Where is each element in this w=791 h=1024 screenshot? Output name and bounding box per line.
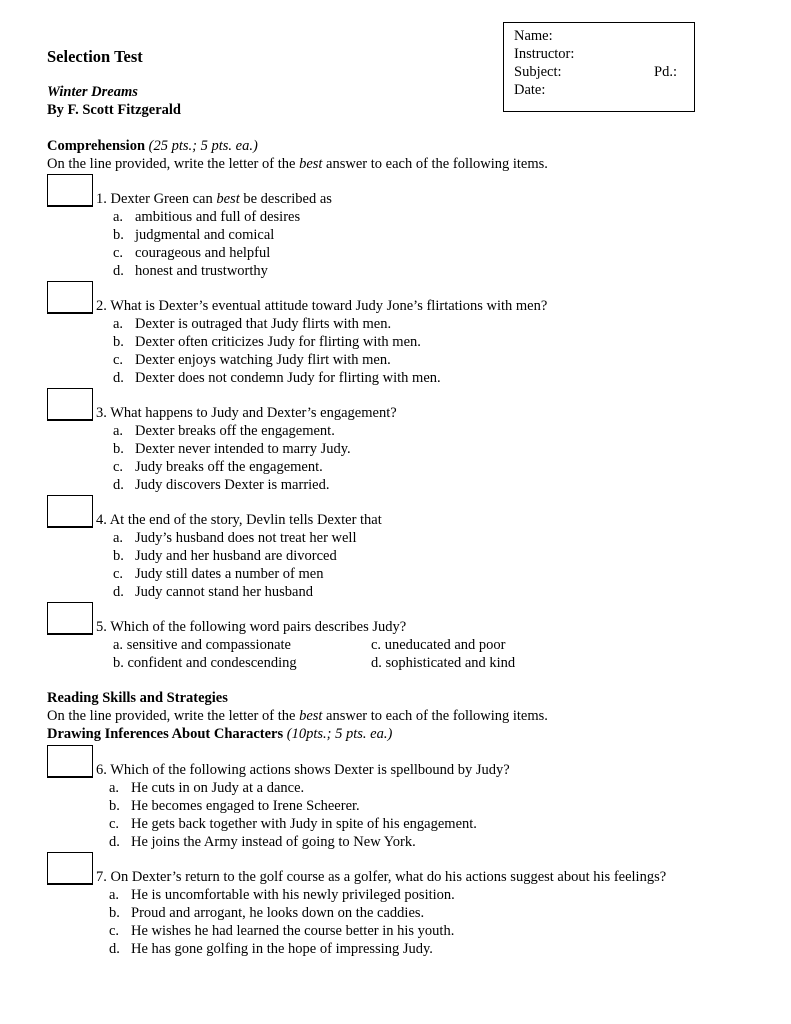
answer-line-7 [47,884,93,885]
question-2-option-d: d. Dexter does not condemn Judy for flirting with men. [113,370,441,386]
answer-box-4[interactable] [47,495,93,527]
question-2-option-b: b. Dexter often criticizes Judy for flirting with men. [113,334,421,350]
question-4-option-d: d. Judy cannot stand her husband [113,584,313,600]
question-5-option-d: d. sophisticated and kind [371,655,516,671]
reading-skills-instructions: On the line provided, write the letter of the best answer to each of the following items. [47,708,548,724]
question-4-option-a: a. Judy’s husband does not treat her well [113,530,357,546]
question-3-option-d: d. Judy discovers Dexter is married. [113,477,330,493]
reading-skills-heading: Reading Skills and Strategies [47,690,228,706]
question-1-option-c: c. courageous and helpful [113,245,271,261]
inferences-points: (10pts.; 5 pts. ea.) [286,726,393,742]
question-5-option-a: a. sensitive and compassionate [113,637,291,653]
question-7-stem: 7. On Dexter’s return to the golf course as a golfer, what do his actions suggest about his feelings? [96,869,667,885]
question-6-option-a: a. He cuts in on Judy at a dance. [109,780,305,796]
answer-box-6[interactable] [47,745,93,777]
page-title: Selection Test [47,47,143,66]
answer-line-1 [47,206,93,207]
question-2-option-a: a. Dexter is outraged that Judy flirts with men. [113,316,392,332]
answer-box-1[interactable] [47,174,93,206]
student-info-box [503,22,695,112]
question-3-stem: 3. What happens to Judy and Dexter’s engagement? [96,405,397,421]
comprehension-instructions: On the line provided, write the letter of the best answer to each of the following items. [47,156,548,172]
question-5-stem: 5. Which of the following word pairs describes Judy? [96,619,407,635]
question-1-option-b: b. judgmental and comical [113,227,275,243]
question-7-option-d: d. He has gone golfing in the hope of impressing Judy. [109,941,433,957]
question-3-option-b: b. Dexter never intended to marry Judy. [113,441,351,457]
answer-line-4 [47,527,93,528]
answer-box-3[interactable] [47,388,93,420]
question-2-stem: 2. What is Dexter’s eventual attitude toward Judy Jone’s flirtations with men? [96,298,548,314]
comprehension-points: (25 pts.; 5 pts. ea.) [148,138,258,154]
work-title: Winter Dreams [47,84,138,100]
answer-line-3 [47,420,93,421]
question-7-option-b: b. Proud and arrogant, he looks down on the caddies. [109,905,425,921]
question-4-option-c: c. Judy still dates a number of men [113,566,324,582]
name-label: Name: [514,28,553,44]
inferences-heading-line [47,725,392,743]
answer-box-2[interactable] [47,281,93,313]
inferences-heading: Drawing Inferences About Characters [47,726,284,742]
comprehension-heading-line [47,137,258,155]
period-label: Pd.: [654,64,677,80]
question-1-option-a: a. ambitious and full of desires [113,209,301,225]
answer-box-5[interactable] [47,602,93,634]
question-6-option-b: b. He becomes engaged to Irene Scheerer. [109,798,360,814]
question-5-option-b: b. confident and condescending [113,655,297,671]
question-3-option-c: c. Judy breaks off the engagement. [113,459,323,475]
question-2-option-c: c. Dexter enjoys watching Judy flirt with men. [113,352,391,368]
answer-box-7[interactable] [47,852,93,884]
question-3-option-a: a. Dexter breaks off the engagement. [113,423,335,439]
answer-line-2 [47,313,93,314]
question-5-option-c: c. uneducated and poor [371,637,506,653]
author-line: By F. Scott Fitzgerald [47,102,181,118]
instructor-label: Instructor: [514,46,575,62]
question-4-option-b: b. Judy and her husband are divorced [113,548,337,564]
answer-line-5 [47,634,93,635]
question-7-option-a: a. He is uncomfortable with his newly privileged position. [109,887,455,903]
answer-line-6 [47,777,93,778]
question-6-stem: 6. Which of the following actions shows Dexter is spellbound by Judy? [96,762,510,778]
subject-label: Subject: [514,64,562,80]
question-1-option-d: d. honest and trustworthy [113,263,268,279]
question-7-option-c: c. He wishes he had learned the course better in his youth. [109,923,455,939]
question-1-stem: 1. Dexter Green can best be described as [96,191,332,207]
question-4-stem: 4. At the end of the story, Devlin tells Dexter that [96,512,382,528]
question-6-option-d: d. He joins the Army instead of going to New York. [109,834,416,850]
question-6-option-c: c. He gets back together with Judy in spite of his engagement. [109,816,477,832]
date-label: Date: [514,82,546,98]
comprehension-heading: Comprehension [47,138,146,154]
